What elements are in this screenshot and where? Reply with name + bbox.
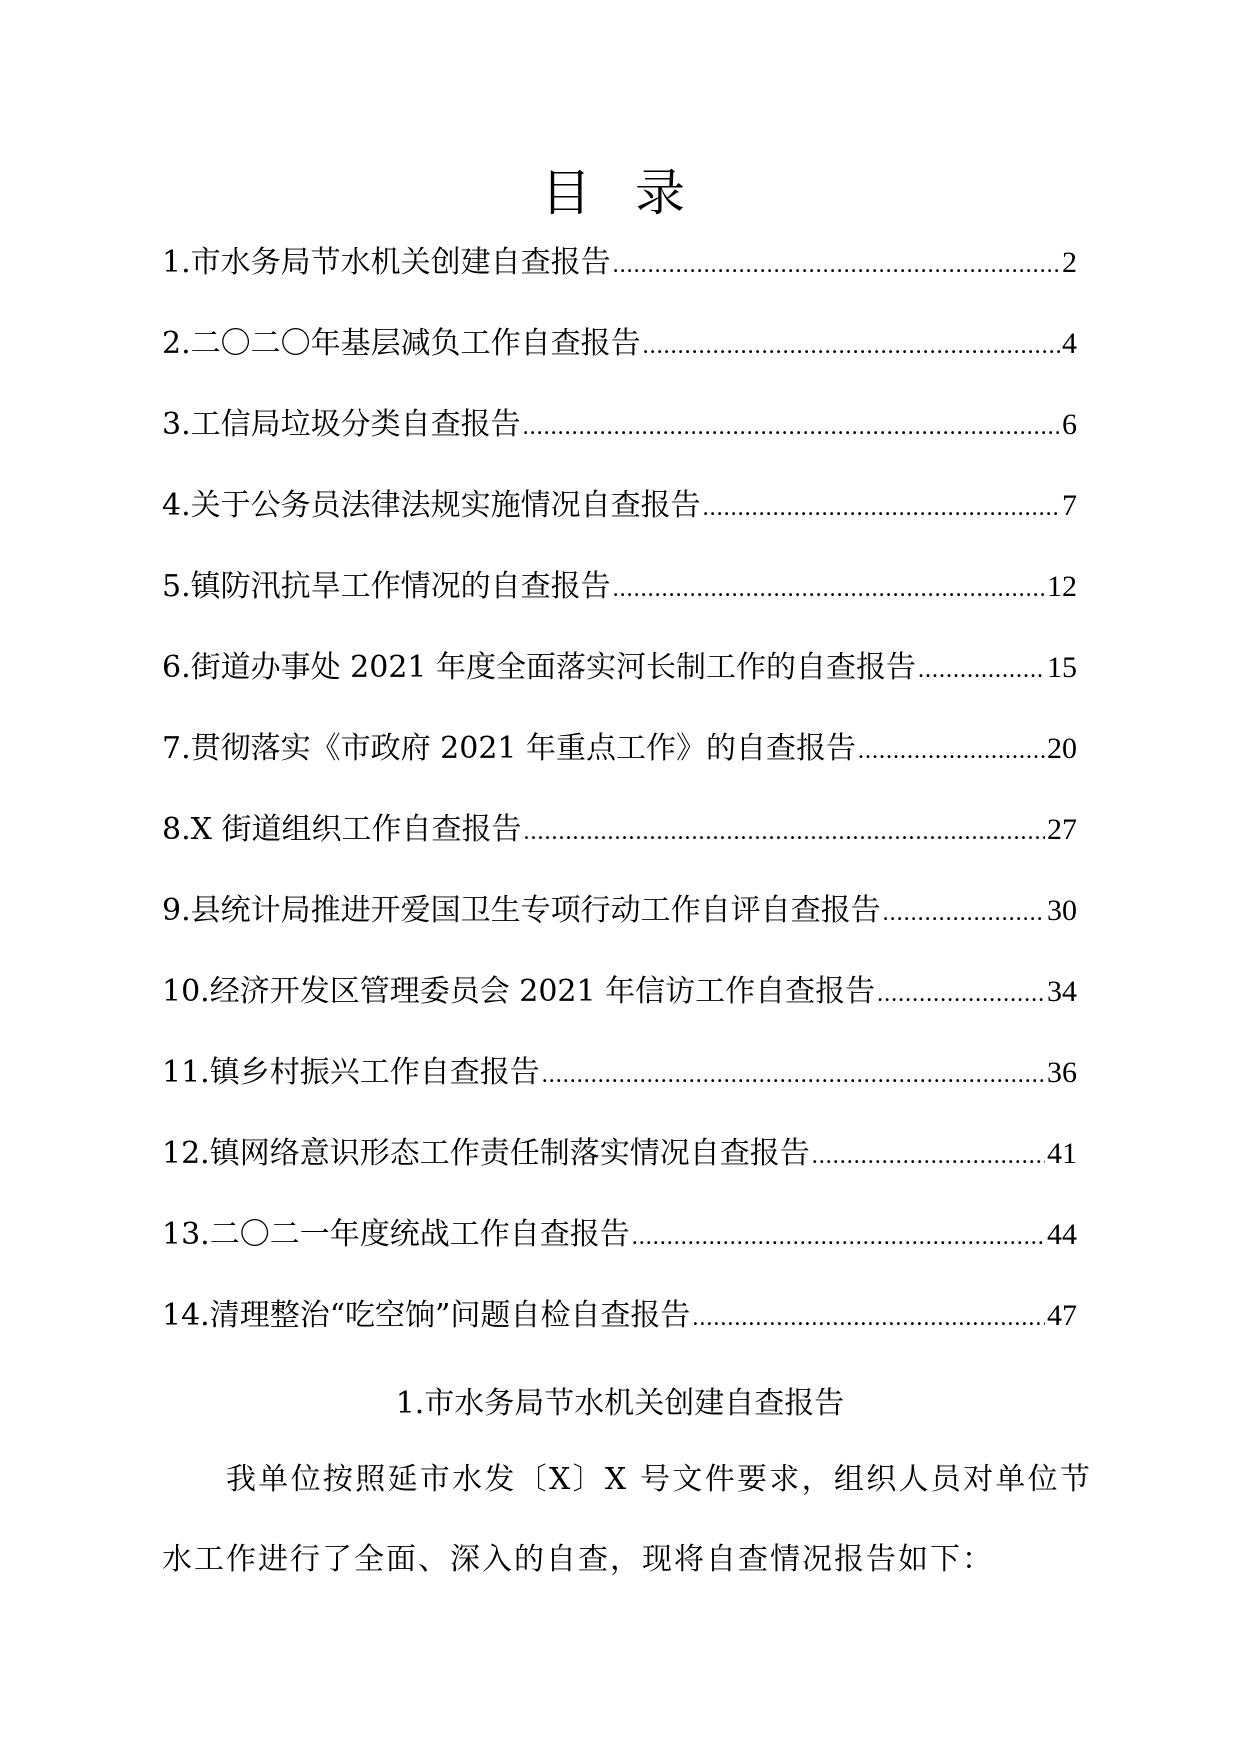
toc-entry-title: 9.县统计局推进开爱国卫生专项行动工作自评自查报告 [162, 893, 881, 928]
toc-dot-leader [613, 238, 1060, 292]
toc-entry[interactable] [162, 317, 1077, 398]
toc-page-number: 4 [1062, 327, 1077, 360]
toc-entry-title: 13.二〇二一年度统战工作自查报告 [162, 1217, 630, 1252]
toc-entry[interactable] [162, 1127, 1077, 1208]
body-paragraph: 我单位按照延市水发〔X〕X 号文件要求，组织人员对单位节水工作进行了全面、深入的自查，现将自查情况报告如下： [162, 1462, 1092, 1577]
toc-page-number: 2 [1062, 246, 1077, 279]
toc-dot-leader [703, 481, 1060, 535]
toc-page-number: 7 [1062, 489, 1077, 522]
toc-page-number: 15 [1047, 651, 1077, 684]
toc-entry[interactable] [162, 641, 1077, 722]
toc-entry[interactable] [162, 398, 1077, 479]
toc-page-number: 47 [1047, 1299, 1077, 1332]
toc-dot-leader [812, 1129, 1045, 1183]
toc-entry-title: 10.经济开发区管理委员会 2021 年信访工作自查报告 [162, 974, 876, 1009]
toc-entry[interactable] [162, 1289, 1077, 1370]
toc-page-number: 12 [1047, 570, 1077, 603]
toc-entry[interactable] [162, 479, 1077, 560]
toc-page-number: 6 [1062, 408, 1077, 441]
toc-title: 目 录 [541, 164, 699, 222]
toc-dot-leader [524, 805, 1045, 859]
toc-entry-title: 5.镇防汛抗旱工作情况的自查报告 [162, 569, 611, 604]
toc-entry-title: 3.工信局垃圾分类自查报告 [162, 407, 521, 442]
toc-page-number: 34 [1047, 975, 1077, 1008]
section-heading: 1.市水务局节水机关创建自查报告 [395, 1386, 845, 1421]
toc-dot-leader [542, 1048, 1045, 1102]
toc-page-number: 30 [1047, 894, 1077, 927]
toc-dot-leader [918, 643, 1045, 697]
toc-page-number: 41 [1047, 1137, 1077, 1170]
toc-entry-title: 11.镇乡村振兴工作自查报告 [162, 1055, 540, 1090]
toc-dot-leader [523, 400, 1060, 454]
toc-entry-title: 12.镇网络意识形态工作责任制落实情况自查报告 [162, 1136, 810, 1171]
toc-dot-leader [613, 562, 1045, 616]
toc-entry[interactable] [162, 560, 1077, 641]
toc-entry-title: 7.贯彻落实《市政府 2021 年重点工作》的自查报告 [162, 731, 857, 766]
toc-page-number: 20 [1047, 732, 1077, 765]
toc-dot-leader [643, 319, 1060, 373]
toc-entry[interactable] [162, 722, 1077, 803]
toc-entry[interactable] [162, 236, 1077, 317]
toc-list [162, 236, 1077, 1370]
toc-entry[interactable] [162, 884, 1077, 965]
toc-entry-title: 8.X 街道组织工作自查报告 [162, 812, 522, 847]
toc-entry[interactable] [162, 803, 1077, 884]
toc-entry[interactable] [162, 965, 1077, 1046]
toc-dot-leader [877, 967, 1045, 1021]
toc-entry[interactable] [162, 1208, 1077, 1289]
toc-dot-leader [632, 1210, 1045, 1264]
toc-page-number: 27 [1047, 813, 1077, 846]
toc-entry[interactable] [162, 1046, 1077, 1127]
toc-entry-title: 4.关于公务员法律法规实施情况自查报告 [162, 488, 701, 523]
toc-page-number: 44 [1047, 1218, 1077, 1251]
toc-dot-leader [858, 724, 1045, 778]
toc-dot-leader [692, 1291, 1045, 1345]
toc-entry-title: 14.清理整治“吃空饷”问题自检自查报告 [162, 1298, 691, 1333]
toc-entry-title: 6.街道办事处 2021 年度全面落实河长制工作的自查报告 [162, 650, 917, 685]
toc-entry-title: 2.二〇二〇年基层减负工作自查报告 [162, 326, 641, 361]
toc-entry-title: 1.市水务局节水机关创建自查报告 [162, 245, 611, 280]
toc-page-number: 36 [1047, 1056, 1077, 1089]
toc-dot-leader [883, 886, 1045, 940]
